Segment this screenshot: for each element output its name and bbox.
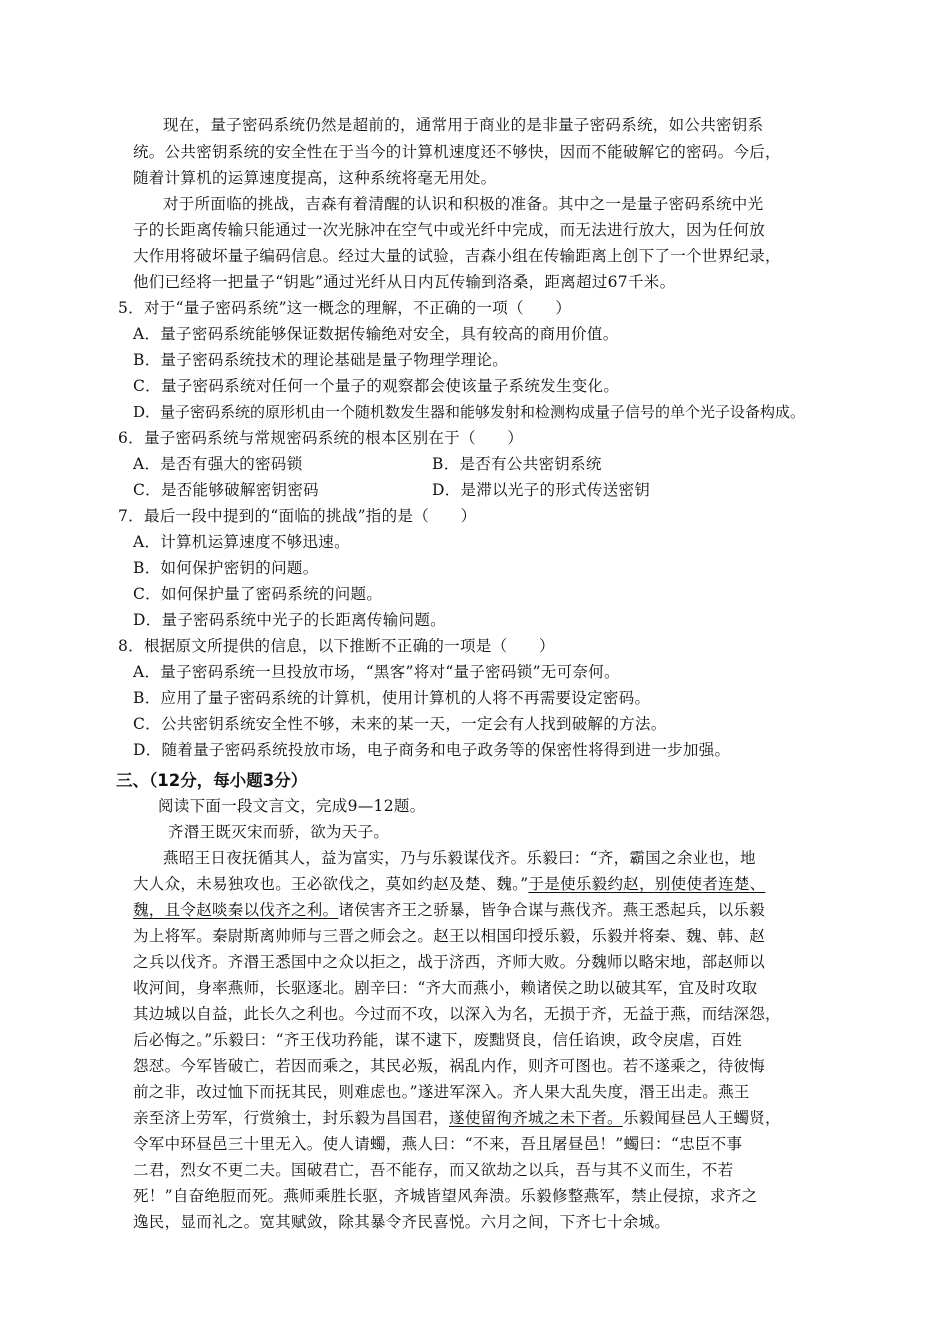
passage-line: 对于所面临的挑战，吉森有着清醒的认识和积极的准备。其中之一是量子密码系统中光 (163, 195, 764, 213)
question-option: B．如何保护密钥的问题。 (133, 559, 319, 577)
section-instruction: 阅读下面一段文言文，完成9—12题。 (158, 797, 426, 815)
classical-text-title: 齐湣王既灭宋而骄，欲为天子。 (168, 823, 390, 841)
section-heading: 三、（12分，每小题3分） (116, 771, 308, 790)
question-option: D．随着量子密码系统投放市场，电子商务和电子政务等的保密性将得到进一步加强。 (133, 741, 731, 759)
classical-text-line: 之兵以伐齐。齐湣王悉国中之众以拒之，战于济西，齐师大败。分魏师以略宋地，部赵师以 (133, 953, 766, 971)
text-segment: 大人众，未易独攻也。王必欲伐之，莫如约赵及楚、魏。” (133, 875, 529, 893)
classical-text-line: 其边城以自益，此长久之利也。今过而不攻，以深入为名，无损于齐，无益于燕，而结深怨， (133, 1005, 781, 1023)
question-stem: 8．根据原文所提供的信息，以下推断不正确的一项是（ ） (118, 637, 555, 655)
classical-text-line (133, 1108, 781, 1128)
classical-text-line: 令军中环昼邑三十里无入。使人请蠋，燕人曰：“不来，吾且屠昼邑！”蠋曰：“忠臣不事 (133, 1135, 743, 1153)
classical-text-line: 收河间，身率燕师，长驱逐北。剧辛曰：“齐大而燕小，赖诸侯之助以破其军，宜及时攻取 (133, 979, 758, 997)
question-stem: 5．对于“量子密码系统”这一概念的理解，不正确的一项（ ） (118, 299, 572, 317)
classical-text-line (133, 874, 766, 894)
classical-text-line: 后必悔之。”乐毅曰：“齐王伐功矜能，谋不逮下，废黜贤良，信任谄谀，政令戾虐，百姓 (133, 1031, 743, 1049)
text-segment: 乐毅闻昼邑人王蠋贤， (622, 1109, 781, 1127)
passage-line: 大作用将破坏量子编码信息。经过大量的试验，吉森小组在传输距离上创下了一个世界纪录， (133, 247, 781, 265)
classical-text-line: 逸民，显而礼之。宽其赋敛，除其暴令齐民喜悦。六月之间，下齐七十余城。 (133, 1213, 671, 1231)
classical-text-line: 为上将军。秦尉斯离帅师与三晋之师会之。赵王以相国印授乐毅，乐毅并将秦、魏、韩、赵 (133, 927, 766, 945)
passage-line: 他们已经将一把量子“钥匙”通过光纤从日内瓦传输到洛桑，距离超过67千米。 (133, 273, 676, 291)
underlined-sentence: 遂使留徇齐城之未下者。 (449, 1109, 623, 1127)
underlined-sentence: 于是使乐毅约赵，别使使者连楚、 (528, 875, 766, 893)
passage-line: 随着计算机的运算速度提高，这种系统将毫无用处。 (133, 169, 497, 187)
question-option: C．是否能够破解密钥密码 (133, 481, 319, 499)
question-option: A．计算机运算速度不够迅速。 (133, 533, 350, 551)
question-option: D．量子密码系统的原形机由一个随机数发生器和能够发射和检测构成量子信号的单个光子设备构成。 (133, 403, 806, 421)
classical-text-line: 前之非，改过恤下而抚其民，则难虑也。”遂进军深入。齐人果大乱失度，湣王出走。燕王 (133, 1083, 750, 1101)
classical-text-line: 死！”自奋绝脰而死。燕师乘胜长驱，齐城皆望风奔溃。乐毅修整燕军，禁止侵掠，求齐之 (133, 1187, 758, 1205)
underlined-sentence: 魏，且令赵啖秦以伐齐之利。 (133, 901, 339, 919)
question-option: D．是滞以光子的形式传送密钥 (432, 481, 651, 499)
question-stem: 6．量子密码系统与常规密码系统的根本区别在于（ ） (118, 429, 524, 447)
passage-line: 子的长距离传输只能通过一次光脉冲在空气中或光纤中完成，而无法进行放大，因为任何放 (133, 221, 766, 239)
text-segment: 诸侯害齐王之骄暴，皆争合谋与燕伐齐。燕王悉起兵，以乐毅 (338, 901, 766, 919)
question-option: A．量子密码系统一旦投放市场，“黑客”将对“量子密码锁”无可奈何。 (133, 663, 620, 681)
question-option: C．量子密码系统对任何一个量子的观察都会使该量子系统发生变化。 (133, 377, 620, 395)
passage-line: 统。公共密钥系统的安全性在于当今的计算机速度还不够快，因而不能破解它的密码。今后， (133, 143, 781, 161)
question-option: B．应用了量子密码系统的计算机，使用计算机的人将不再需要设定密码。 (133, 689, 651, 707)
classical-text-line: 怨怼。今军皆破亡，若因而乘之，其民必叛，祸乱内作，则齐可图也。若不遂乘之，待彼悔 (133, 1057, 766, 1075)
passage-line: 现在，量子密码系统仍然是超前的，通常用于商业的是非量子密码系统，如公共密钥系 (163, 116, 764, 134)
question-option: A．量子密码系统能够保证数据传输绝对安全，具有较高的商用价值。 (133, 325, 619, 343)
question-stem: 7．最后一段中提到的“面临的挑战”指的是（ ） (118, 507, 477, 525)
question-option: B．量子密码系统技术的理论基础是量子物理学理论。 (133, 351, 509, 369)
question-option: B．是否有公共密钥系统 (432, 455, 602, 473)
question-option: C．公共密钥系统安全性不够，未来的某一天，一定会有人找到破解的方法。 (133, 715, 667, 733)
classical-text-line: 燕昭王日夜抚循其人，益为富实，乃与乐毅谋伐齐。乐毅曰：“齐，霸国之余业也，地 (163, 849, 756, 867)
question-option: A．是否有强大的密码锁 (133, 455, 303, 473)
question-option: D．量子密码系统中光子的长距离传输问题。 (133, 611, 446, 629)
question-option: C．如何保护量了密码系统的问题。 (133, 585, 383, 603)
classical-text-line: 二君，烈女不更二夫。国破君亡，吾不能存，而又欲劫之以兵，吾与其不义而生，不若 (133, 1161, 734, 1179)
text-segment: 亲至济上劳军，行赏飨士，封乐毅为昌国君， (133, 1109, 450, 1127)
classical-text-line (133, 900, 765, 920)
